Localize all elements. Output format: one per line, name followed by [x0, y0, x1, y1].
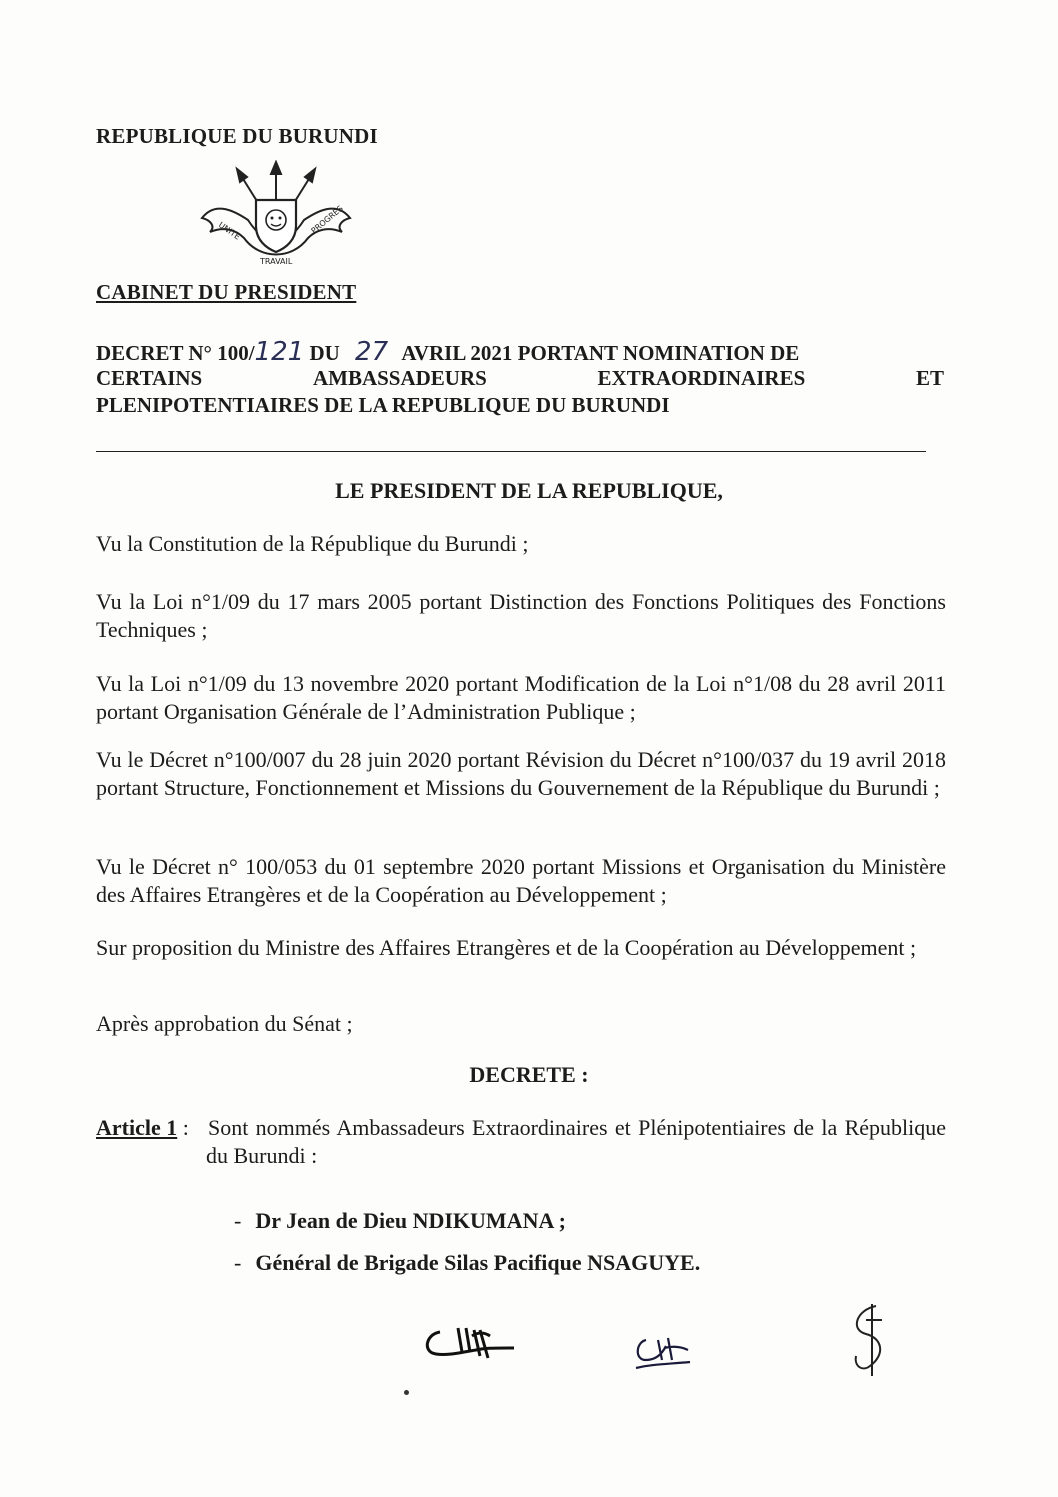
nominee-item: - Général de Brigade Silas Pacifique NSAGUYE.	[234, 1250, 701, 1275]
decree-title-line-1	[96, 337, 944, 367]
country-heading: REPUBLIQUE DU BURUNDI	[96, 124, 378, 148]
article-1-label: Article 1	[96, 1115, 178, 1140]
coat-of-arms-emblem	[196, 160, 356, 270]
decree-number-handwritten: 121	[254, 337, 305, 367]
article-1-label-group	[96, 1114, 206, 1142]
decrete-heading: DECRETE :	[469, 1062, 589, 1087]
svg-text:PROGRES: PROGRES	[309, 203, 345, 236]
title-divider	[96, 451, 926, 452]
president-heading: LE PRESIDENT DE LA REPUBLIQUE,	[335, 478, 723, 503]
handwritten-initials-signature	[842, 1300, 898, 1380]
title-word: CERTAINS	[96, 366, 203, 390]
title-word: AMBASSADEURS	[312, 366, 487, 390]
decree-title-line-3: PLENIPOTENTIAIRES DE LA REPUBLIQUE DU BURUNDI	[96, 393, 670, 417]
title-word: EXTRAORDINAIRES	[597, 366, 806, 390]
nominee-name: Général de Brigade Silas Pacifique NSAGUYE.	[255, 1250, 701, 1275]
consideration-paragraph: Sur proposition du Ministre des Affaires Etrangères et de la Coopération au Développement ;	[96, 935, 917, 960]
cabinet-heading: CABINET DU PRESIDENT	[96, 280, 357, 304]
consideration-paragraph: Vu la Loi n°1/09 du 17 mars 2005 portant Distinction des Fonctions Politiques des Fonctions Techniques ;	[96, 589, 946, 642]
svg-text:UNITE: UNITE	[216, 220, 242, 242]
decree-title-line-2	[96, 366, 944, 390]
handwritten-initials-signature	[418, 1318, 528, 1368]
svg-text:TRAVAIL: TRAVAIL	[260, 257, 293, 266]
consideration-paragraph: Après approbation du Sénat ;	[96, 1011, 353, 1036]
decree-day-handwritten: 27	[355, 337, 389, 367]
nominee-name: Dr Jean de Dieu NDIKUMANA ;	[255, 1208, 566, 1233]
consideration-paragraph: Vu la Constitution de la République du Burundi ;	[96, 531, 529, 556]
consideration-paragraph: Vu la Loi n°1/09 du 13 novembre 2020 portant Modification de la Loi n°1/08 du 28 avril 2011 portant Organisation Générale de l’Administration Publique ;	[96, 671, 946, 724]
decree-number-prefix: DECRET N° 100/	[96, 341, 255, 365]
decree-title-line1-rest: AVRIL 2021 PORTANT NOMINATION DE	[401, 341, 800, 365]
decree-du: DU	[309, 341, 340, 365]
ink-dot	[404, 1390, 409, 1395]
consideration-paragraph: Vu le Décret n° 100/053 du 01 septembre 2020 portant Missions et Organisation du Ministère des Affaires Etrangères et de la Coopération au Développement ;	[96, 854, 946, 907]
consideration-paragraph: Vu le Décret n°100/007 du 28 juin 2020 portant Révision du Décret n°100/037 du 19 avril 2018 portant Structure, Fonctionnement et Missions du Gouvernement de la République du Burundi ;	[96, 747, 946, 800]
title-word: ET	[915, 366, 944, 390]
article-1-text: Sont nommés Ambassadeurs Extraordinaires et Plénipotentiaires de la République du Burundi :	[206, 1115, 946, 1168]
nominee-item: - Dr Jean de Dieu NDIKUMANA ;	[234, 1208, 566, 1233]
article-1-colon: :	[182, 1115, 189, 1140]
handwritten-initials-signature	[628, 1330, 698, 1374]
